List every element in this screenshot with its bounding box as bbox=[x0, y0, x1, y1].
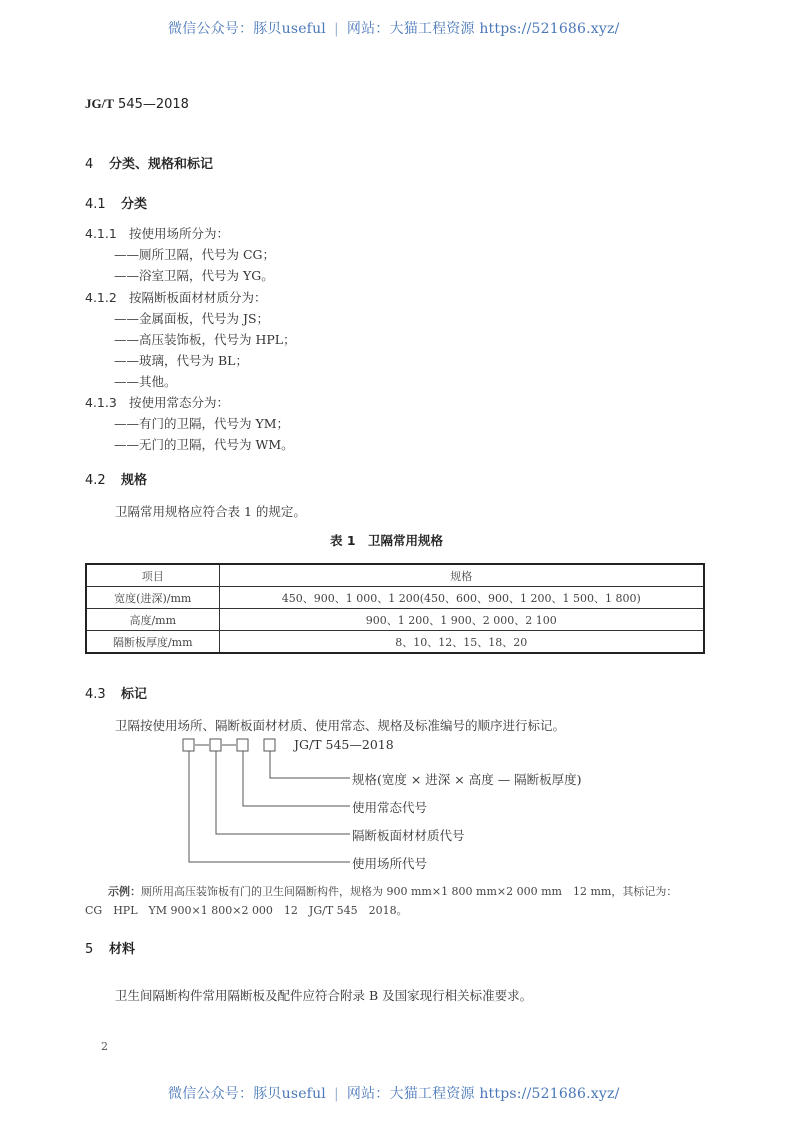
subsection-number: 4.2 bbox=[85, 473, 106, 488]
section-title: 材料 bbox=[109, 942, 136, 957]
table-cell: 450、900、1 000、1 200(450、600、900、1 200、1 500、1 800) bbox=[219, 587, 704, 609]
table-cell: 900、1 200、1 900、2 000、2 100 bbox=[219, 609, 704, 631]
watermark-site: 网站：大猫工程资源 https://521686.xyz/ bbox=[346, 1086, 620, 1102]
clause-text: 按使用常态分为： bbox=[129, 395, 230, 410]
section-number: 4 bbox=[85, 157, 94, 172]
watermark-wechat: 微信公众号：豚贝useful bbox=[168, 1086, 326, 1102]
watermark-site: 网站：大猫工程资源 https://521686.xyz/ bbox=[346, 21, 620, 37]
standard-prefix: JG/T bbox=[85, 96, 114, 111]
code-box-4 bbox=[264, 739, 275, 751]
subsection-number: 4.3 bbox=[85, 687, 106, 702]
example-text: 厕所用高压装饰板有门的卫生间隔断构件，规格为 900 mm×1 800 mm×2 000 mm 12 mm，其标记为： bbox=[141, 885, 678, 898]
clause-text: 按隔断板面材材质分为： bbox=[129, 290, 267, 305]
table-header-cell: 项目 bbox=[86, 564, 219, 587]
list-item: ——其他。 bbox=[114, 374, 177, 389]
list-item: ——金属面板，代号为 JS； bbox=[114, 311, 270, 326]
page-number: 2 bbox=[101, 1040, 108, 1053]
example-line-2: CG HPL YM 900×1 800×2 000 12 JG/T 545 2018。 bbox=[85, 904, 408, 917]
diagram-label: 使用常态代号 bbox=[352, 800, 428, 815]
clause-number: 4.1.1 bbox=[85, 226, 117, 241]
list-item: ——玻璃，代号为 BL； bbox=[114, 353, 248, 368]
table-caption: 表 1 卫隔常用规格 bbox=[330, 533, 444, 548]
table-header-cell: 规格 bbox=[219, 564, 704, 587]
list-item: ——有门的卫隔，代号为 YM； bbox=[114, 416, 290, 431]
list-item: ——无门的卫隔，代号为 WM。 bbox=[114, 437, 294, 452]
table-cell: 宽度(进深)/mm bbox=[86, 587, 219, 609]
code-box-2 bbox=[210, 739, 221, 751]
clause-number: 4.1.2 bbox=[85, 290, 117, 305]
clause-number: 4.1.3 bbox=[85, 395, 117, 410]
list-item: ——浴室卫隔，代号为 YG。 bbox=[114, 268, 274, 283]
subsection-title: 标记 bbox=[121, 687, 148, 702]
code-box-3 bbox=[237, 739, 248, 751]
clause-text: 按使用场所分为： bbox=[129, 226, 230, 241]
subsection-title: 分类 bbox=[121, 197, 148, 212]
diagram-label: 隔断板面材材质代号 bbox=[352, 828, 465, 843]
table-cell: 隔断板厚度/mm bbox=[86, 631, 219, 654]
section-title: 分类、规格和标记 bbox=[109, 157, 214, 172]
example-line-1 bbox=[108, 883, 677, 899]
section-5-heading bbox=[85, 938, 135, 957]
watermark-separator: | bbox=[333, 1086, 339, 1102]
diagram-label: 规格(宽度 × 进深 × 高度 — 隔断板厚度) bbox=[352, 772, 582, 787]
table-cell: 高度/mm bbox=[86, 609, 219, 631]
code-box-1 bbox=[183, 739, 194, 751]
list-item: ——厕所卫隔，代号为 CG； bbox=[114, 247, 276, 262]
section-number: 5 bbox=[85, 942, 94, 957]
paragraph: 卫隔按使用场所、隔断板面材材质、使用常态、规格及标准编号的顺序进行标记。 bbox=[115, 718, 566, 733]
list-item: ——高压装饰板，代号为 HPL； bbox=[114, 332, 296, 347]
diagram-label: 使用场所代号 bbox=[352, 856, 428, 871]
watermark-separator: | bbox=[333, 21, 339, 37]
watermark-wechat: 微信公众号：豚贝useful bbox=[168, 21, 326, 37]
paragraph: 卫隔常用规格应符合表 1 的规定。 bbox=[115, 504, 306, 519]
subsection-title: 规格 bbox=[121, 473, 148, 488]
subsection-number: 4.1 bbox=[85, 197, 106, 212]
table-cell: 8、10、12、15、18、20 bbox=[219, 631, 704, 654]
paragraph: 卫生间隔断构件常用隔断板及配件应符合附录 B 及国家现行相关标准要求。 bbox=[115, 988, 533, 1003]
watermark-bottom bbox=[168, 1083, 620, 1103]
example-label: 示例： bbox=[108, 885, 141, 898]
standard-number: 545—2018 bbox=[118, 97, 189, 112]
diagram-standard-code: JG/T 545—2018 bbox=[294, 737, 394, 752]
